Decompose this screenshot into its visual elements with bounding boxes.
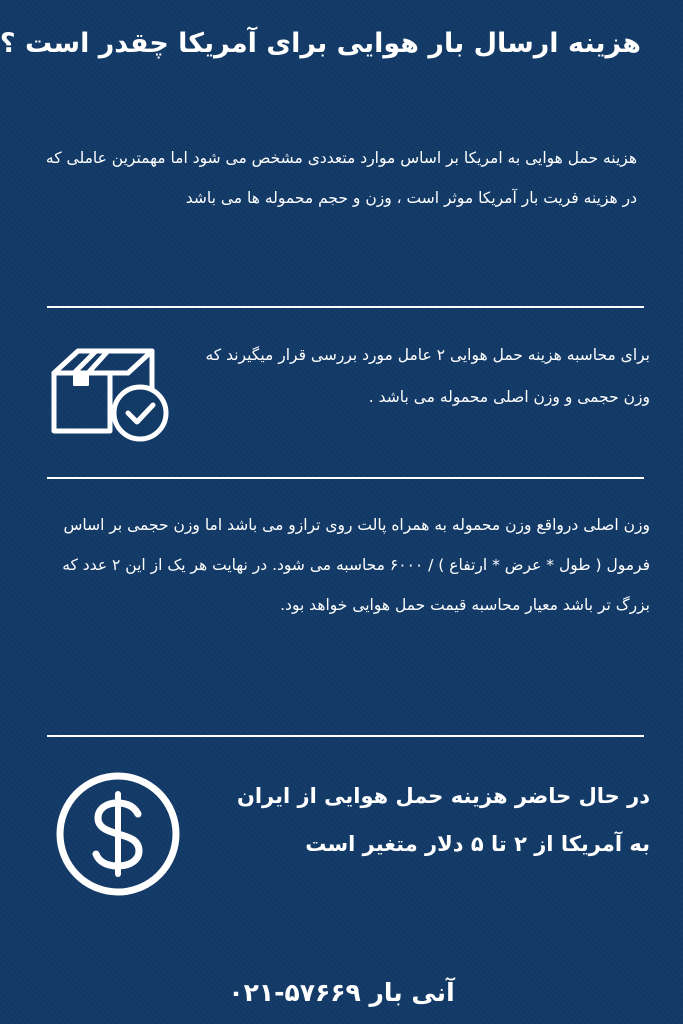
factors-paragraph: برای محاسبه هزینه حمل هوایی ۲ عامل مورد بررسی قرار میگیرند که وزن حجمی و وزن اصلی محموله می باشد .: [205, 346, 650, 406]
package-check-icon: [48, 345, 172, 445]
page-title: هزینه ارسال بار هوایی برای آمریکا چقدر است ؟: [0, 28, 641, 59]
footer-contact: آنی بار ۵۷۶۶۹-۰۲۱: [228, 978, 455, 1007]
divider-1: [47, 306, 644, 308]
divider-2: [47, 477, 644, 479]
divider-3: [47, 735, 644, 737]
intro-paragraph: هزینه حمل هوایی به امریکا بر اساس موارد متعددی مشخص می شود اما مهمترین عاملی که در هزینه فریت بار آمریکا موثر است ، وزن و حجم محموله ها می باشد: [45, 149, 637, 207]
price-range-paragraph: در حال حاضر هزینه حمل هوایی از ایران به آمریکا از ۲ تا ۵ دلار متغیر است: [236, 784, 650, 856]
weight-formula-paragraph: وزن اصلی درواقع وزن محموله به همراه پالت روی ترازو می باشد اما وزن حجمی بر اساس فرمول ( طول * عرض * ارتفاع ) / ۶۰۰۰ محاسبه می شود. در نهایت هر یک از این ۲ عدد که بزرگ تر باشد معیار محاسبه قیمت حمل هوایی خواهد بود.: [62, 516, 650, 614]
dollar-circle-icon: [54, 770, 182, 898]
